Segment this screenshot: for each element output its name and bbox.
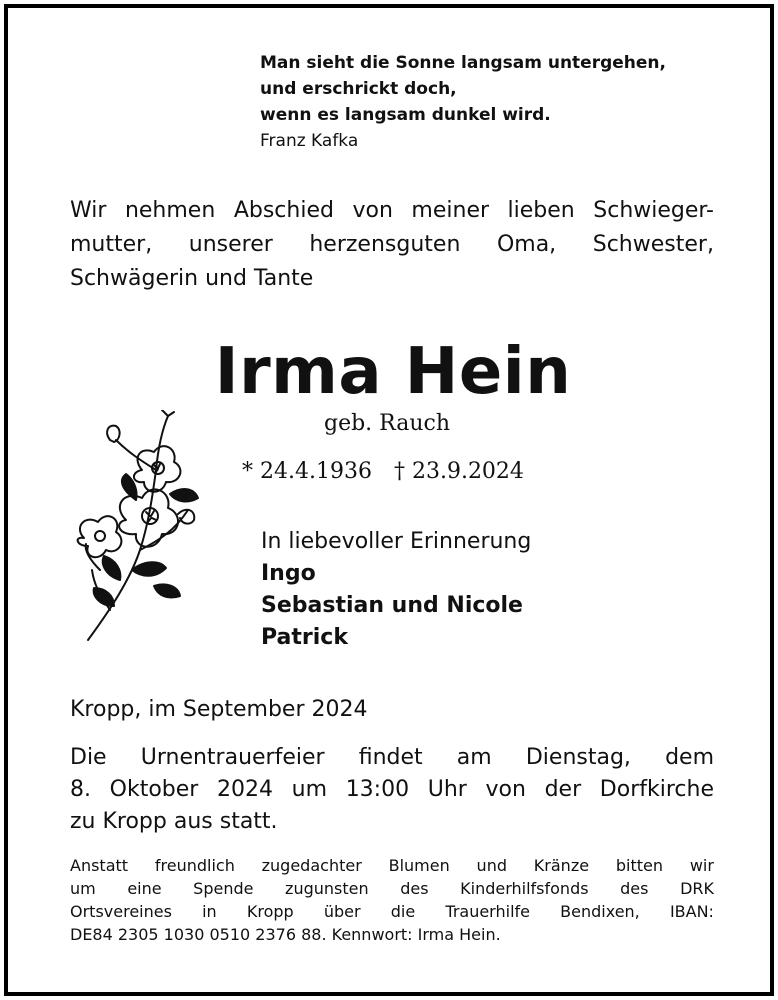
word: bitten [615,856,664,875]
word: Blumen [388,856,450,875]
farewell-intro [70,194,714,296]
word: des [620,879,649,898]
donation-line-3 [70,900,714,923]
donation-line-4: DE84 2305 1030 0510 2376 88. Kennwort: Irma Hein. [70,925,501,944]
word: Urnentrauerfeier [140,745,325,770]
quote-line: wenn es langsam dunkel wird. [260,105,551,125]
word: Spende [193,879,254,898]
ceremony-info [70,742,714,838]
word: 2024 [217,777,273,802]
word: findet [358,745,423,770]
word: Kränze [533,856,590,875]
word: 13:00 [345,777,410,802]
death-date: † 23.9.2024 [393,459,524,484]
word: eine [127,879,162,898]
word: Oktober [109,777,199,802]
word: Trauerhilfe [445,902,530,921]
word: Schwester, [592,232,714,257]
word: Anstatt [70,856,129,875]
mourners-block [261,526,531,654]
ceremony-line-2 [70,774,714,806]
deceased-name: Irma Hein [214,335,572,409]
word: des [400,879,429,898]
word: dem [665,745,714,770]
word: zugunsten [285,879,369,898]
donation-line-2 [70,877,714,900]
ceremony-line-3: zu Kropp aus statt. [70,809,278,834]
word: über [323,902,361,921]
word: unserer [188,232,273,257]
mourner-name: Sebastian und Nicole [261,593,523,618]
word: IBAN: [669,902,714,921]
rose-branch-icon [70,410,204,644]
kafka-quote [260,50,740,154]
word: 8. [70,777,91,802]
place-date: Kropp, im September 2024 [70,697,368,722]
word: Kinderhilfsfonds [460,879,589,898]
memory-heading: In liebevoller Erinnerung [261,529,532,554]
word: von [485,777,526,802]
word: herzensguten [309,232,461,257]
word: DRK [680,879,714,898]
word: die [390,902,416,921]
intro-line-1 [70,194,714,228]
life-dates [242,456,546,488]
word: Schwieger- [593,198,714,223]
word: von [352,198,393,223]
word: meiner [411,198,490,223]
word: am [456,745,492,770]
word: freundlich [154,856,235,875]
obituary-notice [4,4,774,996]
word: Wir [70,198,107,223]
word: nehmen [124,198,216,223]
word: Kropp [246,902,294,921]
intro-line-2 [70,228,714,262]
word: mutter, [70,232,153,257]
word: und [476,856,507,875]
word: Oma, [496,232,557,257]
word: Uhr [427,777,467,802]
word: der [544,777,582,802]
word: Abschied [233,198,334,223]
word: um [70,879,96,898]
word: in [202,902,217,921]
word: Bendixen, [560,902,640,921]
word: Die [70,745,107,770]
word: Ortsvereines [70,902,172,921]
mourner-name: Ingo [261,561,316,586]
quote-author: Franz Kafka [260,131,359,151]
word: lieben [507,198,575,223]
word: zugedachter [261,856,362,875]
intro-line-3: Schwägerin und Tante [70,266,314,291]
maiden-name: geb. Rauch [324,411,451,436]
quote-line: Man sieht die Sonne langsam untergehen, [260,53,666,73]
ceremony-line-1 [70,742,714,774]
donation-line-1 [70,854,714,877]
donation-request [70,854,714,946]
word: Dorfkirche [599,777,714,802]
mourner-name: Patrick [261,625,348,650]
birth-date: * 24.4.1936 [242,459,372,484]
word: um [291,777,328,802]
word: wir [689,856,714,875]
word: Dienstag, [525,745,631,770]
quote-line: und erschrickt doch, [260,79,457,99]
